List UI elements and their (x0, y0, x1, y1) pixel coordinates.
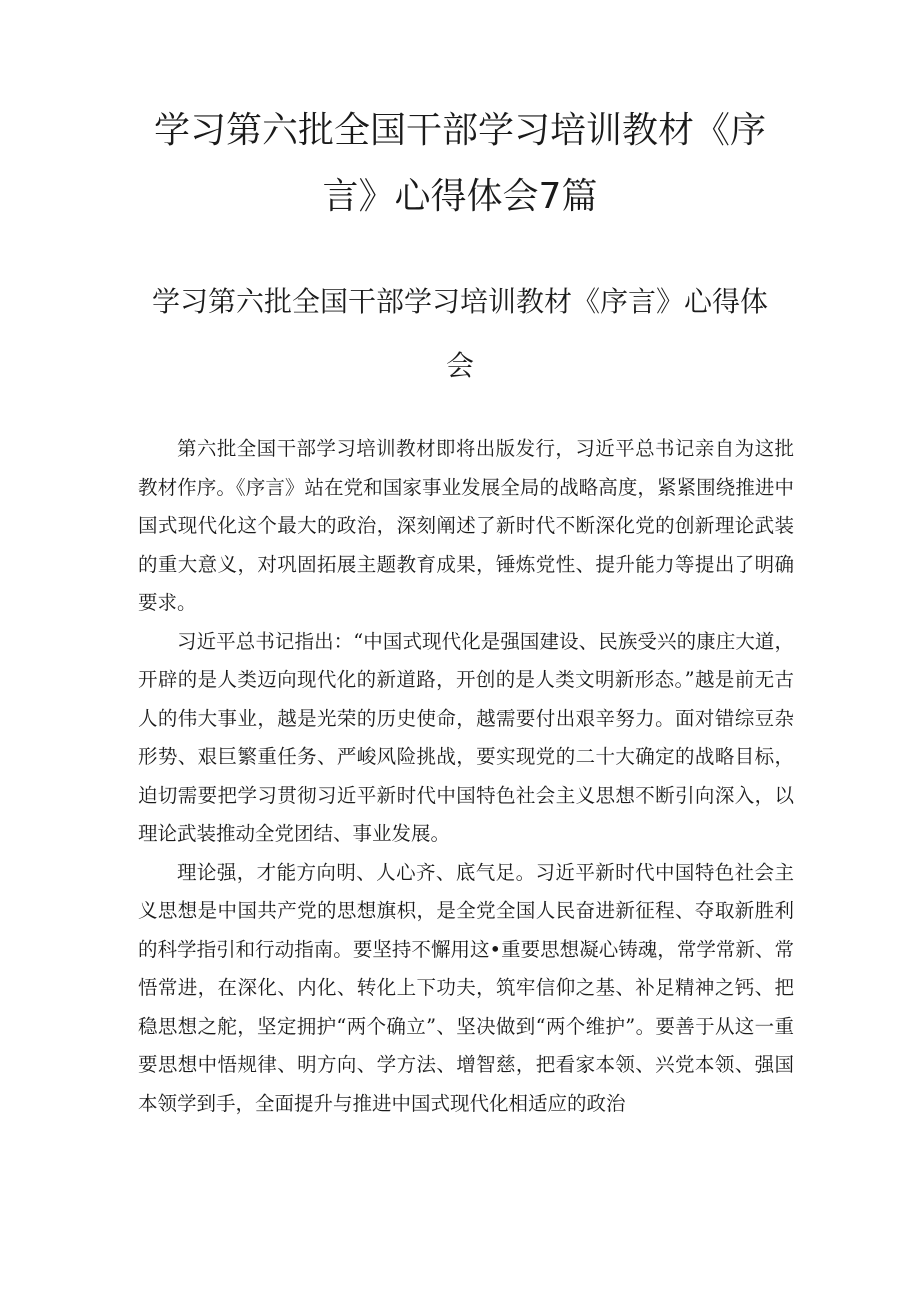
section-title: 学习第六批全国干部学习培训教材《序言》心得体会 (151, 285, 768, 382)
paragraph: 习近平总书记指出：“中国式现代化是强国建设、民族受兴的康庄大道，开辟的是人类迈向现代化的新道路，开创的是人类文明新形态。”越是前无古人的伟大事业，越是光荣的历史使命，越需要付出艰辛努力。面对错综豆杂形势、艰巨繁重任务、严峻风险挑战，要实现党的二十大确定的战略目标，迫切需要把学习贯彻习近平新时代中国特色社会主义思想不断引向深入，以理论武装推动全党团结、事业发展。 (138, 629, 794, 845)
paragraph: 理论强，才能方向明、人心齐、底气足。习近平新时代中国特色社会主义思想是中国共产党的思想旗枳，是全党全国人民奋进新征程、夺取新胜利的科学指引和行动指南。要坚持不懈用这•重要思想凝心铸魂，常学常新、常悟常进，在深化、内化、转化上下功夫，筑牢信仰之基、补足精神之钙、把稳思想之舵，坚定拥护“两个确立”、坚决做到“两个维护”。要善于从这一重要思想中悟规律、明方向、学方法、增智慈，把看家本领、兴党本领、强国本领学到手，全面提升与推进中国式现代化相适应的政治 (138, 860, 794, 1115)
document-body (138, 430, 794, 1123)
paragraph: 第六批全国干部学习培训教材即将出版发行，习近平总书记亲自为这批教材作序。《序言》站在党和国家事业发展全局的战略高度，紧紧围绕推进中国式现代化这个最大的政治，深刻阐述了新时代不断深化党的创新理论武装的重大意义，对巩固拓展主题教育成果，锤炼党性、提升能力等提出了明确要求。 (138, 437, 794, 614)
document-title: 学习第六批全国干部学习培训教材《序言》心得体会7篇 (153, 110, 766, 217)
